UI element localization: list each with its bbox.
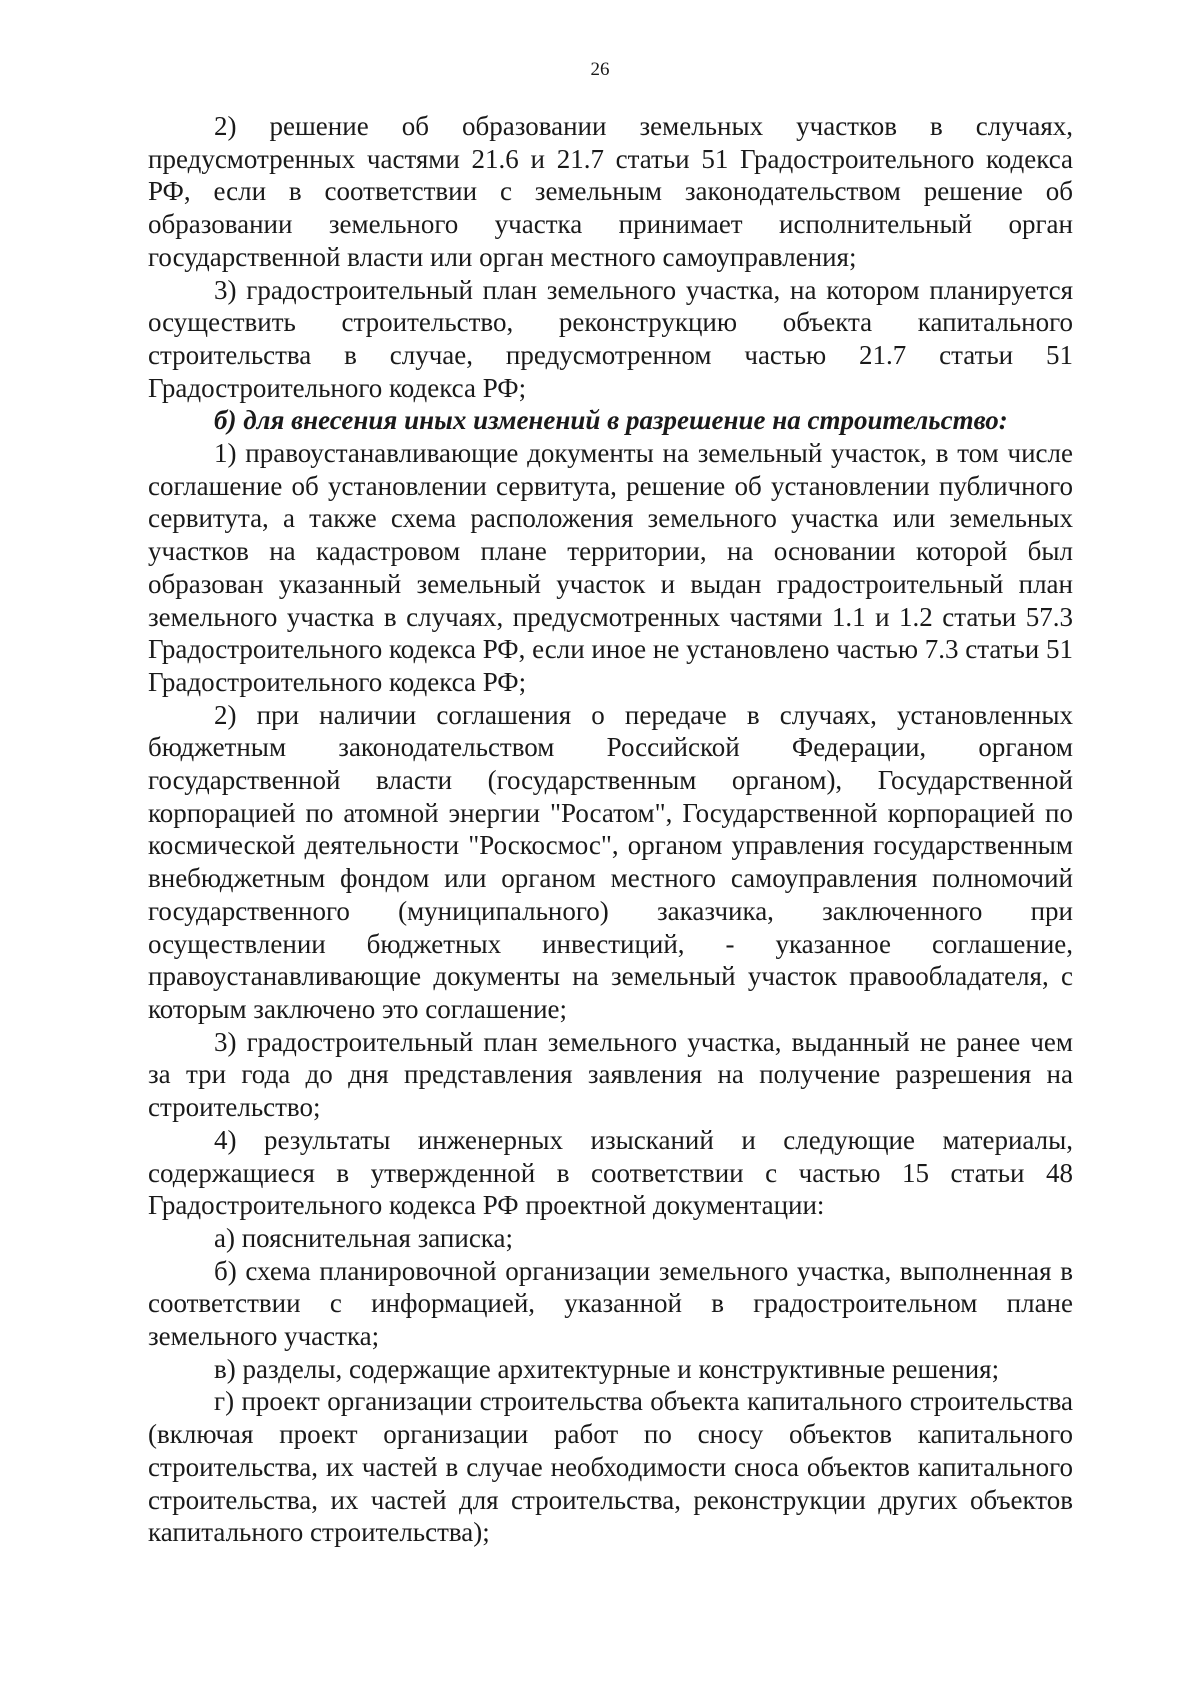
paragraph-4-survey-results: 4) результаты инженерных изысканий и следующие материалы, содержащиеся в утвержденной в соответствии с частью 15 статьи 48 Градостроительного кодекса РФ проектной документации: [148,1124,1073,1221]
subitem-b-site-layout-scheme: б) схема планировочной организации земельного участка, выполненная в соответствии с информацией, указанной в градостроительном плане земельного участка; [148,1255,1073,1352]
page-number: 26 [590,59,610,80]
subitem-v-architectural-sections: в) разделы, содержащие архитектурные и конструктивные решения; [214,1353,1000,1384]
subitem-g-construction-project: г) проект организации строительства объекта капитального строительства (включая проект организации работ по сносу объектов капитального строительства, их частей в случае необходимости сноса объектов капитального строительства, их частей для строительства, реконструкции других объектов капитального строительства); [148,1386,1073,1548]
document-body [148,110,1073,1549]
section-heading-b: б) для внесения иных изменений в разрешение на строительство: [214,405,1008,436]
paragraph-3-urban-plan: 3) градостроительный план земельного участка, выданный не ранее чем за три года до дня представления заявления на получение разрешения на строительство; [148,1026,1073,1123]
subitem-a-explanatory-note: а) пояснительная записка; [214,1222,514,1253]
paragraph-1-title-documents: 1) правоустанавливающие документы на земельный участок, в том числе соглашение об установлении сервитута, решение об установлении публичного сервитута, а также схема расположения земельного участка или земельных участков на кадастровом плане территории, на основании которой был образован указанный земельный участок и выдан градостроительный план земельного участка в случаях, предусмотренных частями 1.1 и 1.2 статьи 57.3 Градостроительного кодекса РФ, если иное не установлено частью 7.3 статьи 51 Градостроительного кодекса РФ; [148,438,1073,697]
paragraph-2-land-formation-decision: 2) решение об образовании земельных участков в случаях, предусмотренных частями 21.6 и 21.7 статьи 51 Градостроительного кодекса РФ, если в соответствии с земельным законодательством решение об образовании земельного участка принимает исполнительный орган государственной власти или орган местного самоуправления; [148,111,1073,272]
paragraph-3-urban-plan-reconstruction: 3) градостроительный план земельного участка, на котором планируется осуществить строительство, реконструкцию объекта капитального строительства в случае, предусмотренном частью 21.7 статьи 51 Градостроительного кодекса РФ; [148,274,1073,403]
paragraph-2-transfer-agreement: 2) при наличии соглашения о передаче в случаях, установленных бюджетным законодательством Российской Федерации, органом государственной власти (государственным органом), Государственной корпорацией по атомной энергии "Росатом", Государственной корпорацией по космической деятельности "Роскосмос", органом управления государственным внебюджетным фондом или органом местного самоуправления полномочий государственного (муниципального) заказчика, заключенного при осуществлении бюджетных инвестиций, - указанное соглашение, правоустанавливающие документы на земельный участок правообладателя, с которым заключено это соглашение; [148,699,1073,1024]
